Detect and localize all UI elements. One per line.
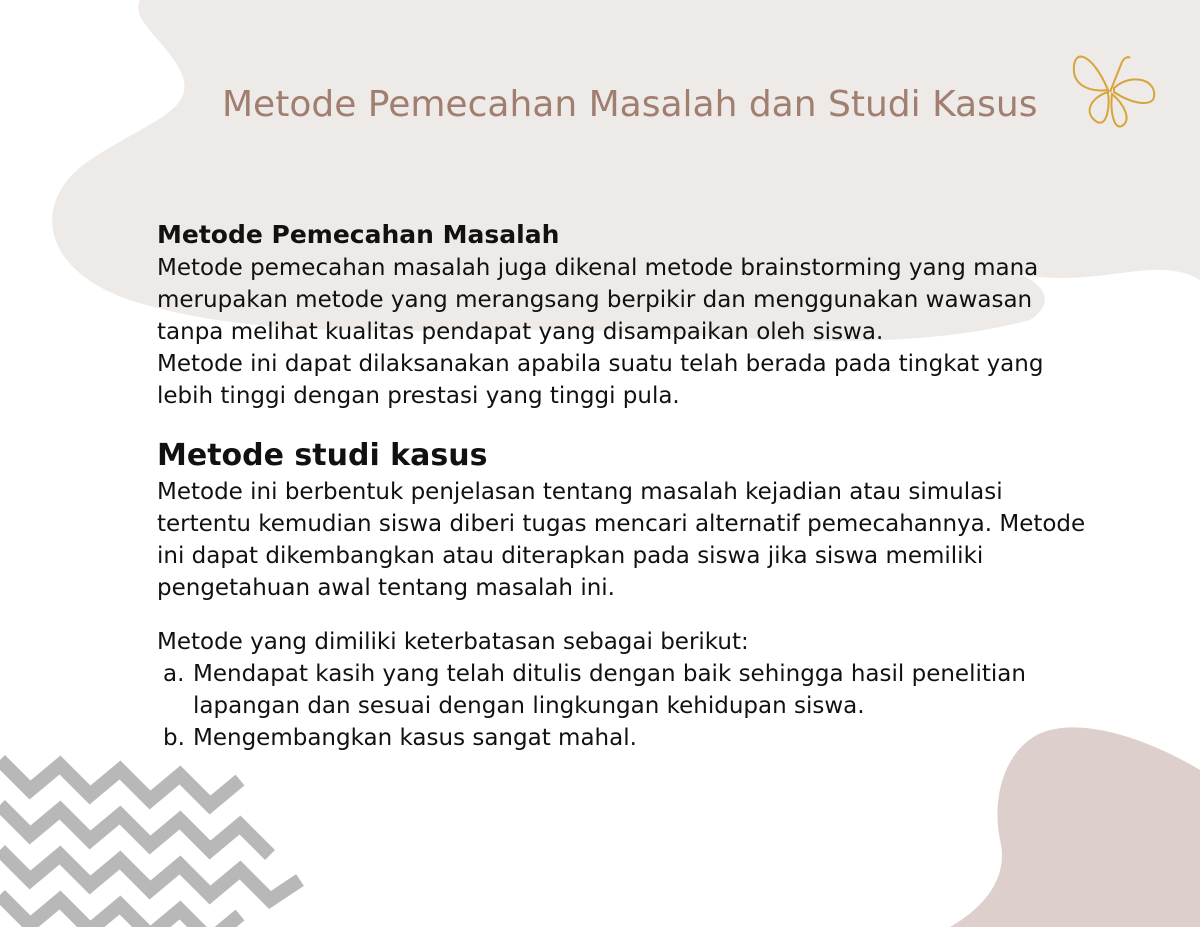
list-marker: a. xyxy=(163,661,185,687)
section-heading: Metode studi kasus xyxy=(157,438,488,473)
limitations-list xyxy=(157,658,1097,754)
list-item-text: Mengembangkan kasus sangat mahal. xyxy=(193,725,637,751)
list-item-text: Mendapat kasih yang telah ditulis dengan baik sehingga hasil penelitian lapangan dan sesuai dengan lingkungan kehidupan siswa. xyxy=(193,661,1026,719)
section-heading: Metode Pemecahan Masalah xyxy=(157,220,560,249)
list-item xyxy=(157,658,1097,722)
paragraph: Metode ini dapat dilaksanakan apabila suatu telah berada pada tingkat yang lebih tinggi dengan prestasi yang tinggi pula. xyxy=(157,351,1044,409)
slide-content xyxy=(157,218,1097,754)
list-marker: b. xyxy=(163,725,185,751)
zigzag-stripes xyxy=(0,760,300,927)
paragraph: Metode pemecahan masalah juga dikenal metode brainstorming yang mana merupakan metode yang merangsang berpikir dan menggunakan wawasan tanpa melihat kualitas pendapat yang disampaikan oleh siswa. xyxy=(157,255,1039,345)
background-blob-corner xyxy=(950,727,1200,927)
paragraph: Metode ini berbentuk penjelasan tentang masalah kejadian atau simulasi tertentu kemudian siswa diberi tugas mencari alternatif pemecahannya. Metode ini dapat dikembangkan atau diterapkan pada siswa jika siswa memiliki pengetahuan awal tentang masalah ini. xyxy=(157,479,1086,601)
list-item xyxy=(157,722,1097,754)
page-title: Metode Pemecahan Masalah dan Studi Kasus xyxy=(222,84,1038,125)
list-intro: Metode yang dimiliki keterbatasan sebagai berikut: xyxy=(157,629,749,655)
